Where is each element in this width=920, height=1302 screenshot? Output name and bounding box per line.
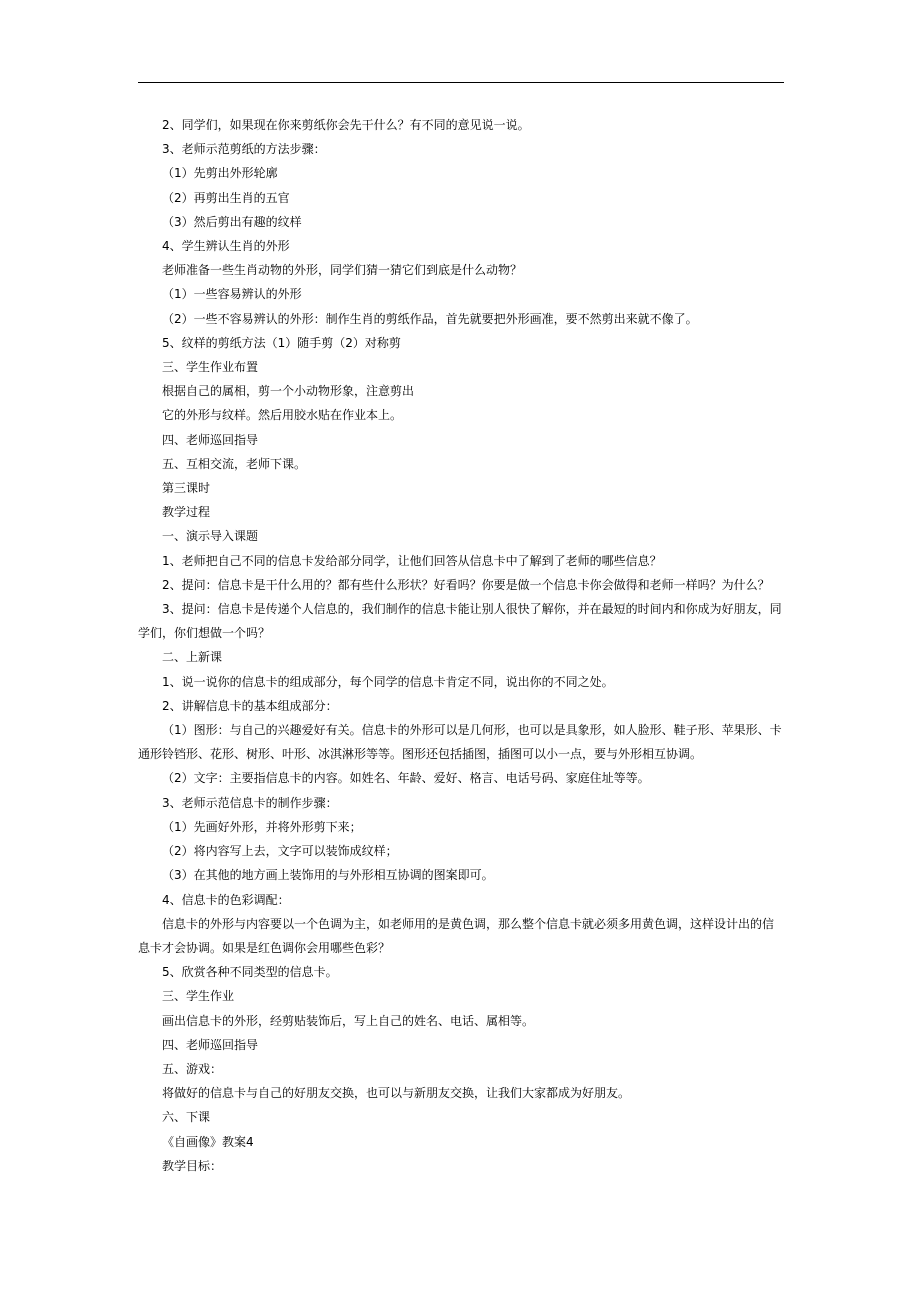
paragraph: 五、游戏：	[162, 1061, 223, 1076]
paragraph: 1、老师把自己不同的信息卡发给部分同学，让他们回答从信息卡中了解到了老师的哪些信息？	[162, 553, 662, 568]
paragraph: 5、欣赏各种不同类型的信息卡。	[162, 965, 338, 980]
paragraph: （2）再剪出生肖的五官	[162, 190, 290, 205]
paragraph: 2、提问：信息卡是干什么用的？都有些什么形状？好看吗？你要是做一个信息卡你会做得和老师一样吗？为什么？	[162, 577, 770, 592]
paragraph: 3、提问：信息卡是传递个人信息的，我们制作的信息卡能让别人很快了解你，并在最短的时间内和你成为好朋友，同学们，你们想做一个吗？	[138, 602, 782, 641]
paragraph: 一、演示导入课题	[162, 529, 259, 544]
paragraph: （2）文字：主要指信息卡的内容。如姓名、年龄、爱好、格言、电话号码、家庭住址等等。	[162, 771, 650, 786]
paragraph: 第三课时	[162, 481, 211, 496]
paragraph: 3、老师示范剪纸的方法步骤：	[162, 142, 326, 157]
paragraph: （3）在其他的地方画上装饰用的与外形相互协调的图案即可。	[162, 868, 494, 883]
paragraph: 《自画像》教案4	[162, 1134, 254, 1149]
paragraph: 1、说一说你的信息卡的组成部分，每个同学的信息卡肯定不同，说出你的不同之处。	[162, 674, 614, 689]
paragraph: 2、讲解信息卡的基本组成部分：	[162, 698, 338, 713]
paragraph: （2）将内容写上去，文字可以装饰成纹样；	[162, 844, 398, 859]
paragraph: 4、信息卡的色彩调配：	[162, 892, 290, 907]
paragraph: 4、学生辨认生肖的外形	[162, 239, 290, 254]
paragraph: 它的外形与纹样。然后用胶水贴在作业本上。	[162, 408, 403, 423]
paragraph: （1）先剪出外形轮廓	[162, 166, 278, 181]
paragraph: 5、纹样的剪纸方法（1）随手剪（2）对称剪	[162, 335, 401, 350]
document-body	[138, 113, 784, 1178]
paragraph: （2）一些不容易辨认的外形：制作生肖的剪纸作品，首先就要把外形画准，要不然剪出来就不像了。	[162, 311, 698, 326]
paragraph: 三、学生作业	[162, 989, 235, 1004]
paragraph: 将做好的信息卡与自己的好朋友交换，也可以与新朋友交换，让我们大家都成为好朋友。	[162, 1086, 631, 1101]
paragraph: （1）图形：与自己的兴趣爱好有关。信息卡的外形可以是几何形，也可以是具象形，如人脸形、鞋子形、苹果形、卡通形铃铛形、花形、树形、叶形、冰淇淋形等等。图形还包括插图，插图可以小一点，要与外形相互协调。	[138, 723, 782, 762]
header-rule	[138, 82, 784, 83]
paragraph: （1）一些容易辨认的外形	[162, 287, 302, 302]
paragraph: 二、上新课	[162, 650, 223, 665]
paragraph: 五、互相交流，老师下课。	[162, 456, 307, 471]
paragraph: 教学目标：	[162, 1158, 223, 1173]
paragraph: （1）先画好外形，并将外形剪下来；	[162, 819, 362, 834]
paragraph: 信息卡的外形与内容要以一个色调为主，如老师用的是黄色调，那么整个信息卡就必须多用黄色调，这样设计出的信息卡才会协调。如果是红色调你会用哪些色彩？	[138, 916, 775, 955]
paragraph: 四、老师巡回指导	[162, 432, 259, 447]
paragraph: 四、老师巡回指导	[162, 1037, 259, 1052]
paragraph: 根据自己的属相，剪一个小动物形象，注意剪出	[162, 384, 415, 399]
paragraph: 三、学生作业布置	[162, 360, 259, 375]
paragraph: 2、同学们，如果现在你来剪纸你会先干什么？有不同的意见说一说。	[162, 118, 530, 132]
paragraph: 3、老师示范信息卡的制作步骤：	[162, 795, 338, 810]
paragraph: 教学过程	[162, 505, 211, 520]
paragraph: 老师准备一些生肖动物的外形，同学们猜一猜它们到底是什么动物？	[162, 263, 523, 278]
paragraph: 画出信息卡的外形，经剪贴装饰后，写上自己的姓名、电话、属相等。	[162, 1013, 535, 1028]
paragraph: （3）然后剪出有趣的纹样	[162, 214, 302, 229]
paragraph: 六、下课	[162, 1110, 211, 1125]
